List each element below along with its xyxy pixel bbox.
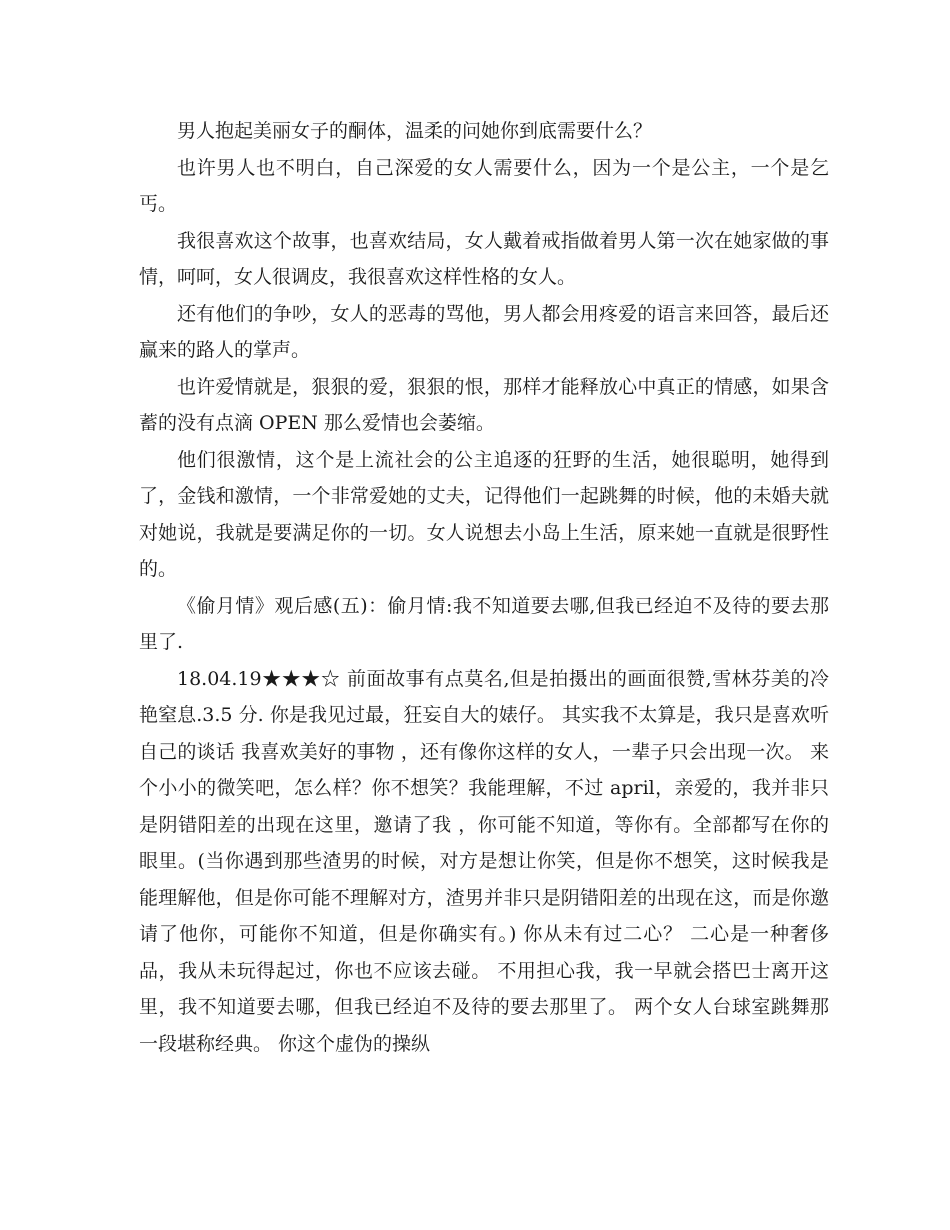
paragraph-6: 他们很激情，这个是上流社会的公主追逐的狂野的生活，她很聪明，她得到了，金钱和激情，一个非常爱她的丈夫，记得他们一起跳舞的时候，他的未婚夫就对她说，我就是要满足你的一切。女人说想去小岛上生活，原来她一直就是很野性的。 xyxy=(139,448,829,580)
paragraph-5: 也许爱情就是，狠狠的爱，狠狠的恨，那样才能释放心中真正的情感，如果含蓄的没有点滴 OPEN 那么爱情也会萎缩。 xyxy=(139,375,829,434)
paragraph-8: 18.04.19★★★☆ 前面故事有点莫名,但是拍摄出的画面很赞,雪林芬美的冷艳窒息.3.5 分. 你是我见过最，狂妄自大的婊仔。 其实我不太算是，我只是喜欢听自己的谈话 我喜欢美好的事物 ，还有像你这样的女人，一辈子只会出现一次。 来个小小的微笑吧，怎么样？你不想笑？我能理解，不过 april，亲爱的，我并非只是阴错阳差的出现在这里，邀请了我 ，你可能不知道，等你有。全部都写在你的眼里。(当你遇到那些渣男的时候，对方是想让你笑，但是你不想笑，这时候我是能理解他，但是你可能不理解对方，渣男并非只是阴错阳差的出现在这，而是你邀请了他你，可能你不知道，但是你确实有。) 你从未有过二心？ 二心是一种奢侈品，我从未玩得起过，你也不应该去碰。 不用担心我，我一早就会搭巴士离开这里，我不知道要去哪，但我已经迫不及待的要去那里了。 两个女人台球室跳舞那一段堪称经典。 你这个虚伪的操纵 xyxy=(139,667,829,1055)
paragraph-7: 《偷月情》观后感(五)：偷月情:我不知道要去哪,但我已经迫不及待的要去那里了. xyxy=(139,594,829,653)
paragraph-2: 也许男人也不明白，自己深爱的女人需要什么，因为一个是公主，一个是乞丐。 xyxy=(139,156,829,215)
paragraph-4: 还有他们的争吵，女人的恶毒的骂他，男人都会用疼爱的语言来回答，最后还赢来的路人的掌声。 xyxy=(139,302,829,361)
paragraph-1: 男人抱起美丽女子的酮体，温柔的问她你到底需要什么？ xyxy=(177,120,653,142)
document-body xyxy=(139,113,829,1062)
paragraph-3: 我很喜欢这个故事，也喜欢结局，女人戴着戒指做着男人第一次在她家做的事情，呵呵，女人很调皮，我很喜欢这样性格的女人。 xyxy=(139,229,829,288)
